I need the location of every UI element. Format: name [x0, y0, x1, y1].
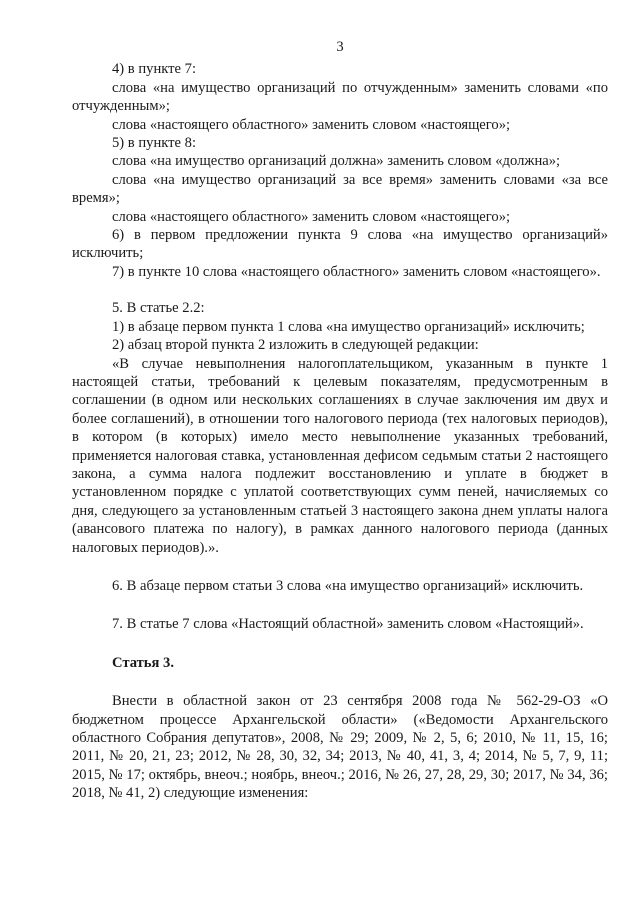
section-5-heading: 5. В статье 2.2: [112, 300, 205, 317]
section-5-quote: «В случае невыполнения налогоплательщиком, указанным в пункте 1 настоящей статьи, требований к целевым показателям, предусмотренным в соглашении (в одном или нескольких соглашениях в случае заключения им двух и более соглашений), в отношении того налогового периода (тех налоговых периодов), в котором (в которых) имело место невыполнение указанных требований, применяется налоговая ставка, установленная дефисом седьмым статьи 2 настоящего закона, а сумма налога подлежит восстановлению и уплате в бюджет в установленном порядке с уплатой соответствующих сумм пеней, начисляемых со дня, следующего за установленным статьей 3 настоящего закона днем уплаты налога (авансового платежа по налогу), в рамках данного налогового периода (данных налоговых периодов).». [72, 355, 608, 556]
item-4-heading: 4) в пункте 7: [112, 61, 197, 78]
item-5-text-3: слова «настоящего областного» заменить словом «настоящего»; [112, 208, 511, 225]
item-6-text: 6) в первом предложении пункта 9 слова «на имущество организаций» исключить; [72, 227, 608, 262]
article-3-text: Внести в областной закон от 23 сентября 2008 года № 562-29-ОЗ «О бюджетном процессе Архангельской области» («Ведомости Архангельского областного Собрания депутатов», 2008, № 29; 2009, № 2, 5, 6; 2010, № 11, 15, 16; 2011, № 20, 21, 23; 2012, № 28, 30, 32, 34; 2013, № 40, 41, 3, 4; 2014, № 5, 7, 9, 11; 2015, № 17; октябрь, внеоч.; ноябрь, внеоч.; 2016, № 26, 27, 28, 29, 30; 2017, № 34, 36; 2018, № 41, 2) следующие изменения: [72, 693, 608, 802]
section-5-item-1: 1) в абзаце первом пункта 1 слова «на имущество организаций» исключить; [112, 318, 585, 335]
item-4-text-2: слова «настоящего областного» заменить словом «настоящего»; [112, 116, 511, 133]
item-4-text-1: слова «на имущество организаций по отчужденным» заменить словами «по отчужденным»; [72, 79, 608, 115]
section-6-text: 6. В абзаце первом статьи 3 слова «на имущество организаций» исключить. [112, 577, 584, 594]
section-5-item-2: 2) абзац второй пункта 2 изложить в следующей редакции: [112, 337, 479, 354]
document-page [72, 38, 608, 803]
item-5-text-1: слова «на имущество организаций должна» заменить словом «должна»; [112, 153, 561, 170]
item-5-text-2: слова «на имущество организаций за все время» заменить словами «за все время»; [72, 171, 608, 207]
item-7-text: 7) в пункте 10 слова «настоящего областного» заменить словом «настоящего». [112, 263, 601, 280]
article-3-heading: Статья 3. [112, 654, 174, 671]
section-7-text: 7. В статье 7 слова «Настоящий областной» заменить словом «Настоящий». [112, 616, 584, 633]
page-number: 3 [336, 39, 344, 55]
item-5-heading: 5) в пункте 8: [112, 135, 197, 152]
